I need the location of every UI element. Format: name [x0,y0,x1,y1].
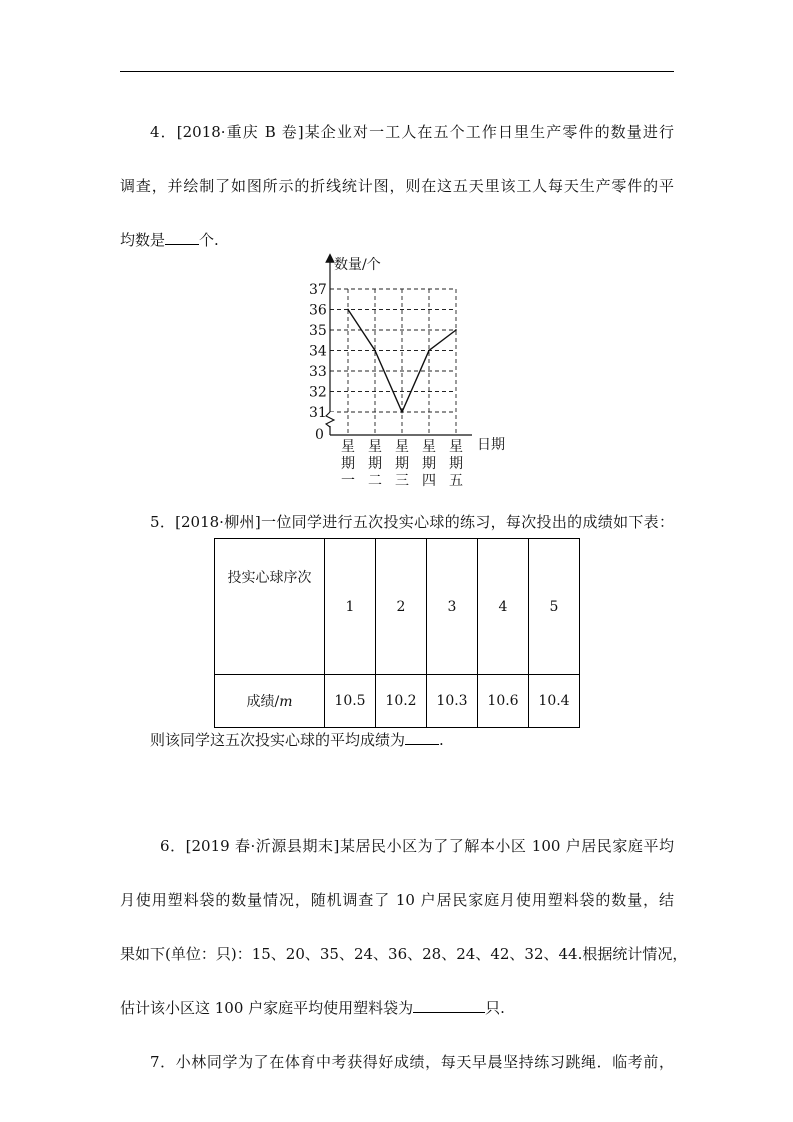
q4-line-3-pre: 均数是 [120,231,166,249]
table-cell: 10.5 [325,675,376,728]
q6-line-4-pre: 估计该小区这 100 户家庭平均使用塑料袋为 [120,999,414,1017]
table-cell: 10.4 [529,675,580,728]
y-axis-label: 数量/个 [334,257,381,273]
table-header-attempt: 投实心球序次 [215,539,325,675]
x-category-label: 期 [341,456,355,472]
y-tick-label: 34 [309,343,327,360]
y-tick-label: 31 [309,405,327,421]
q5-after-line [150,730,444,750]
y-tick-label: 32 [309,384,327,401]
q4-line-2: 调查，并绘制了如图所示的折线统计图，则在这五天里该工人每天生产零件的平 [120,177,674,195]
q7-line-1: 7．小林同学为了在体育中考获得好成绩，每天早晨坚持练习跳绳．临考前， [150,1053,674,1071]
x-category-label: 期 [395,456,409,472]
x-category-label: 星 [395,439,409,455]
line-chart [296,252,518,490]
q5-after-post: . [439,731,444,749]
q4-answer-blank[interactable] [165,230,199,245]
q6-line-3: 果如下(单位：只)：15、20、35、24、36、28、24、42、32、44.根据统计情况， [120,945,688,963]
table-row [215,675,580,728]
y-tick-label: 37 [309,282,327,298]
table-header-score [215,675,325,728]
table-cell: 1 [325,539,376,675]
x-category-label: 五 [449,473,463,489]
q6-answer-blank[interactable] [413,998,485,1013]
data-point [401,411,403,413]
origin-label: 0 [315,427,324,443]
x-category-label: 期 [449,456,463,472]
q4-line-1: 4．[2018·重庆 B 卷]某企业对一工人在五个工作日里生产零件的数量进行 [150,123,674,141]
x-category-label: 星 [368,439,382,455]
data-point [347,309,349,311]
data-point [428,350,430,352]
table-cell: 5 [529,539,580,675]
x-category-label: 期 [368,456,382,472]
x-axis-label: 日期 [477,437,505,453]
q5-line-1: 5．[2018·柳州]一位同学进行五次投实心球的练习，每次投出的成绩如下表： [150,513,674,531]
x-category-label: 星 [422,439,436,455]
q6-line-1: 6．[2019 春·沂源县期末]某居民小区为了了解本小区 100 户居民家庭平均 [160,837,674,855]
table-cell: 2 [376,539,427,675]
x-category-label: 二 [368,473,382,489]
x-category-label: 期 [422,456,436,472]
data-point [455,329,457,331]
table-header-score-text: 成绩/ [246,694,280,710]
q5-answer-blank[interactable] [405,730,439,745]
x-category-label: 四 [422,473,436,489]
q4-line-3 [120,230,219,250]
scores-table [214,538,580,728]
x-category-label: 三 [395,473,409,489]
table-cell: 10.3 [427,675,478,728]
x-category-label: 星 [341,439,355,455]
q5-after-pre: 则该同学这五次投实心球的平均成绩为 [150,731,406,749]
q4-line-3-post: 个. [199,231,219,249]
table-cell: 4 [478,539,529,675]
q6-line-2: 月使用塑料袋的数量情况，随机调查了 10 户居民家庭月使用塑料袋的数量，结 [120,891,674,909]
table-cell: 3 [427,539,478,675]
y-tick-label: 36 [309,302,327,319]
table-cell: 10.2 [376,675,427,728]
header-rule [120,71,674,72]
table-cell: 10.6 [478,675,529,728]
q6-line-4 [120,998,505,1018]
q6-line-4-post: 只. [485,999,505,1017]
data-point [374,350,376,352]
y-tick-label: 33 [309,364,327,380]
x-category-label: 星 [449,439,463,455]
x-category-label: 一 [341,473,355,489]
y-tick-label: 35 [309,323,327,339]
table-header-score-unit: m [279,694,293,710]
table-row [215,539,580,675]
